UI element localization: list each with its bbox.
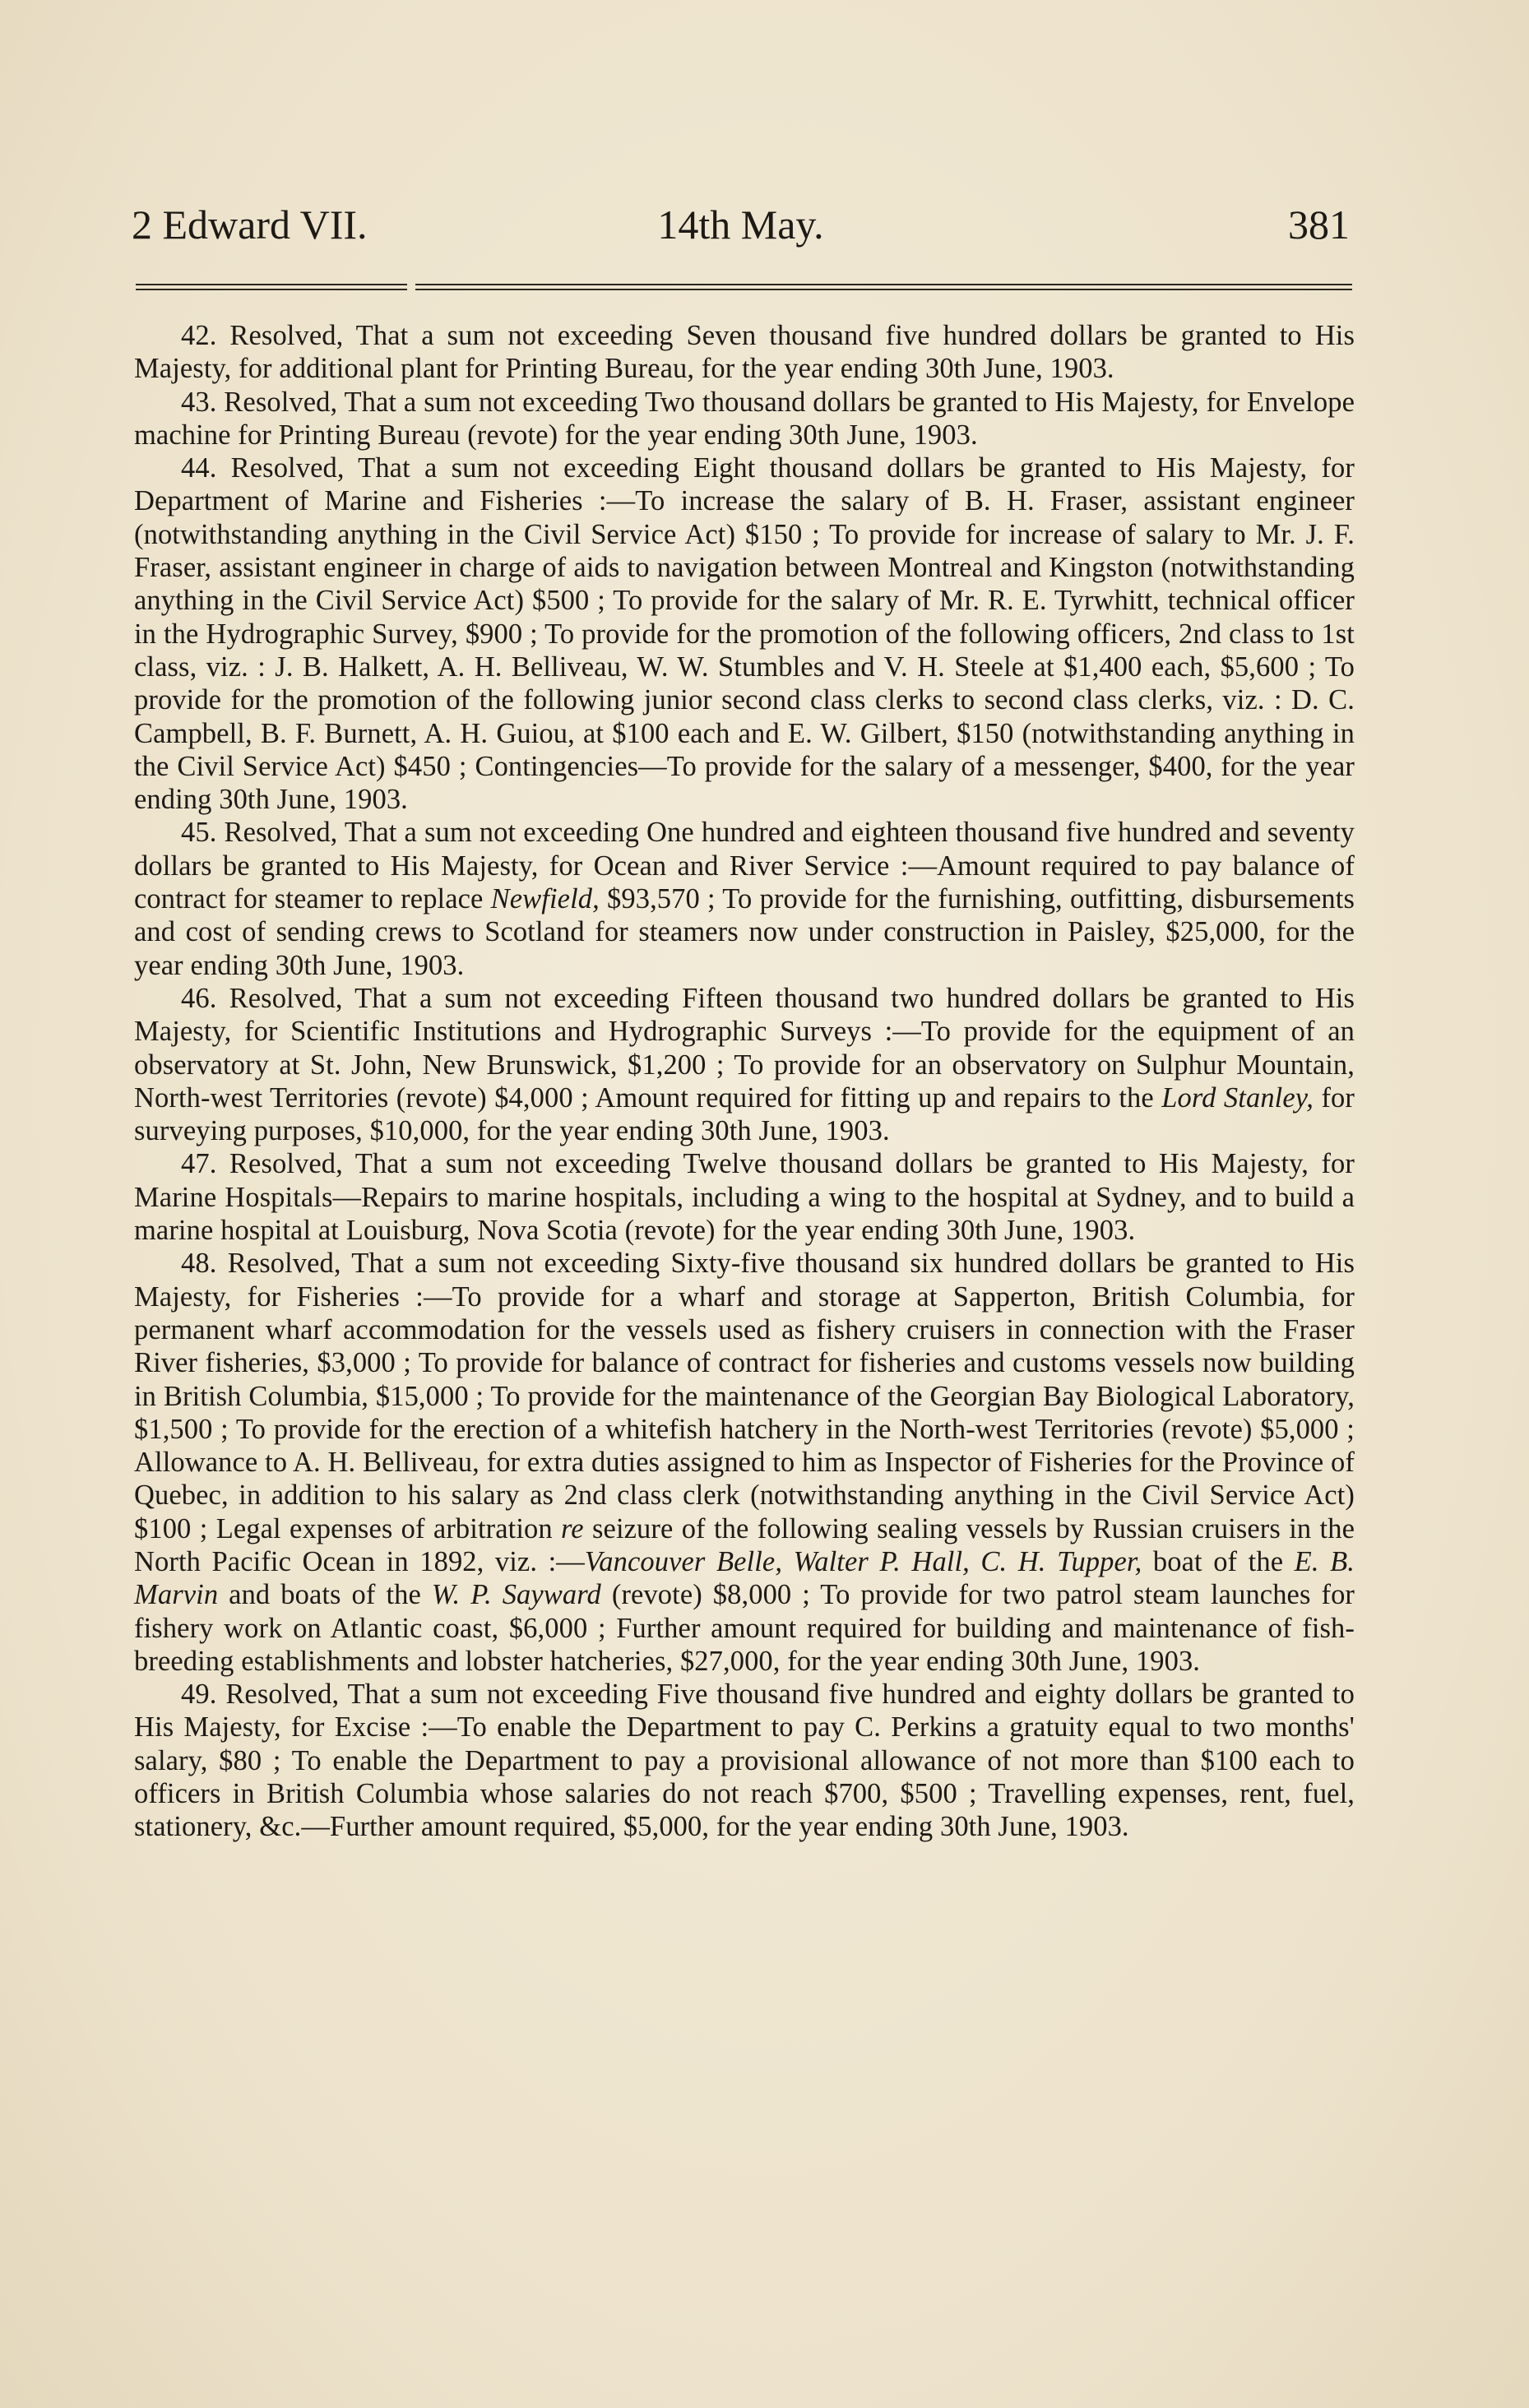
vessel-name: W. P. Sayward bbox=[431, 1579, 601, 1611]
resolution-text: Resolved, That a sum not exceeding Sixty-five thousand six hundred dollars be granted to His Majesty, for Fisheries :—To provide for a wharf and storage at Sapperton, British Columbia, for permanent wharf accommodation for the vessels used as fishery cruisers in connection with the Fraser River fisheries, $3,000 ; To provide for balance of contract for fisheries and customs vessels now building in British Columbia, $15,000 ; To provide for the maintenance of the Georgian Bay Biological Laboratory, $1,500 ; To provide for the erection of a whitefish hatchery in the North-west Territories (revote) $5,000 ; Allowance to A. H. Belliveau, for extra duties assigned to him as Inspector of Fisheries for the Province of Quebec, in addition to his salary as 2nd class clerk (notwithstanding anything in the Civil Service Act) $100 ; Legal expenses of arbitration bbox=[134, 1248, 1355, 1544]
resolution-49 bbox=[134, 1678, 1355, 1843]
resolution-47 bbox=[134, 1147, 1355, 1247]
resolution-42 bbox=[134, 319, 1355, 386]
latin-term: re bbox=[561, 1512, 584, 1544]
vessel-names: Vancouver Belle, Walter P. Hall, C. H. Tupper, bbox=[584, 1545, 1142, 1577]
vessel-name: Newfield, bbox=[490, 883, 600, 915]
header-regnal-year: 2 Edward VII. bbox=[132, 201, 368, 248]
resolution-text: boat of the bbox=[1142, 1545, 1295, 1577]
vessel-name: Lord Stanley, bbox=[1161, 1081, 1314, 1114]
header-date: 14th May. bbox=[657, 201, 824, 248]
resolution-45 bbox=[134, 816, 1355, 981]
rule-segment-left bbox=[136, 284, 407, 290]
resolution-text: Resolved, That a sum not exceeding Eight thousand dollars be granted to His Majesty, for Department of Marine and Fisheries :—To increase the salary of B. H. Fraser, assistant engineer (notwithstanding anything in the Civil Service Act) $150 ; To provide for increase of salary to Mr. J. F. Fraser, assistant engineer in charge of aids to navigation between Montreal and Kingston (notwithstanding anything in the Civil Service Act) $500 ; To provide for the salary of Mr. R. E. Tyrwhitt, technical officer in the Hydrographic Survey, $900 ; To provide for the promotion of the following officers, 2nd class to 1st class, viz. : J. B. Halkett, A. H. Belliveau, W. W. Stumbles and V. H. Steele at $1,400 each, $5,600 ; To provide for the promotion of the following junior second class clerks to second class clerks, viz. : D. C. Campbell, B. F. Burnett, A. H. Guiou, at $100 each and E. W. Gilbert, $150 (notwithstanding anything in the Civil Service Act) $450 ; Contingencies—To provide for the salary of a messenger, $400, for the year ending 30th June, 1903. bbox=[134, 452, 1355, 816]
resolution-text: Resolved, That a sum not exceeding Two thousand dollars be granted to His Majesty, for Envelope machine for Printing Bureau (revote) for the year ending 30th June, 1903. bbox=[134, 386, 1355, 451]
resolution-number: 46. bbox=[181, 982, 217, 1014]
page-number: 381 bbox=[1288, 201, 1350, 248]
resolution-46 bbox=[134, 982, 1355, 1147]
resolution-48 bbox=[134, 1247, 1355, 1678]
resolution-text: $93,570 ; To provide for the furnishing, outfitting, disbursements and cost of sending crews to Scotland for steamers now under construction in Paisley, $25,000, for the year ending 30th June, 1903. bbox=[134, 883, 1355, 981]
header-double-rule bbox=[136, 284, 1352, 297]
resolution-number: 49. bbox=[181, 1679, 217, 1711]
resolution-number: 47. bbox=[181, 1148, 217, 1180]
running-header bbox=[132, 196, 1350, 253]
resolution-text: Resolved, That a sum not exceeding Seven thousand five hundred dollars be granted to His Majesty, for additional plant for Printing Bureau, for the year ending 30th June, 1903. bbox=[134, 320, 1355, 385]
resolution-number: 43. bbox=[181, 386, 217, 418]
rule-segment-right bbox=[415, 284, 1352, 290]
resolution-number: 45. bbox=[181, 817, 217, 849]
resolution-44 bbox=[134, 452, 1355, 816]
vessel-name: E. B. Marvin bbox=[134, 1545, 1355, 1611]
resolution-text: for surveying purposes, $10,000, for the year ending 30th June, 1903. bbox=[134, 1081, 1355, 1147]
resolution-text: Resolved, That a sum not exceeding Twelve thousand dollars be granted to His Majesty, for Marine Hospitals—Repairs to marine hospitals, including a wing to the hospital at Sydney, and to build a marine hospital at Louisburg, Nova Scotia (revote) for the year ending 30th June, 1903. bbox=[134, 1148, 1355, 1247]
resolutions-text bbox=[134, 319, 1355, 1844]
resolution-text: and boats of the bbox=[218, 1579, 432, 1611]
resolution-number: 42. bbox=[181, 320, 217, 351]
resolution-text: seizure of the following sealing vessels by Russian cruisers in the North Pacific Ocean in 1892, viz. :— bbox=[134, 1512, 1355, 1577]
resolution-text: (revote) $8,000 ; To provide for two patrol steam launches for fishery work on Atlantic coast, $6,000 ; Further amount required for building and maintenance of fish-breeding establishments and lobster hatcheries, $27,000, for the year ending 30th June, 1903. bbox=[134, 1579, 1355, 1677]
resolution-text: Resolved, That a sum not exceeding One hundred and eighteen thousand five hundred and seventy dollars be granted to His Majesty, for Ocean and River Service :—Amount required to pay balance of contract for steamer to replace bbox=[134, 817, 1355, 915]
resolution-text: Resolved, That a sum not exceeding Fifteen thousand two hundred dollars be granted to His Majesty, for Scientific Institutions and Hydrographic Surveys :—To provide for the equipment of an observatory at St. John, New Brunswick, $1,200 ; To provide for an observatory on Sulphur Mountain, North-west Territories (revote) $4,000 ; Amount required for fitting up and repairs to the bbox=[134, 982, 1355, 1114]
resolution-number: 44. bbox=[181, 452, 217, 484]
resolution-text: Resolved, That a sum not exceeding Five thousand five hundred and eighty dollars be granted to His Majesty, for Excise :—To enable the Department to pay C. Perkins a gratuity equal to two months' salary, $80 ; To enable the Department to pay a provisional allowance of not more than $100 each to officers in British Columbia whose salaries do not reach $700, $500 ; Travelling expenses, rent, fuel, stationery, &c.—Further amount required, $5,000, for the year ending 30th June, 1903. bbox=[134, 1679, 1355, 1843]
resolution-number: 48. bbox=[181, 1248, 217, 1280]
resolution-43 bbox=[134, 386, 1355, 452]
